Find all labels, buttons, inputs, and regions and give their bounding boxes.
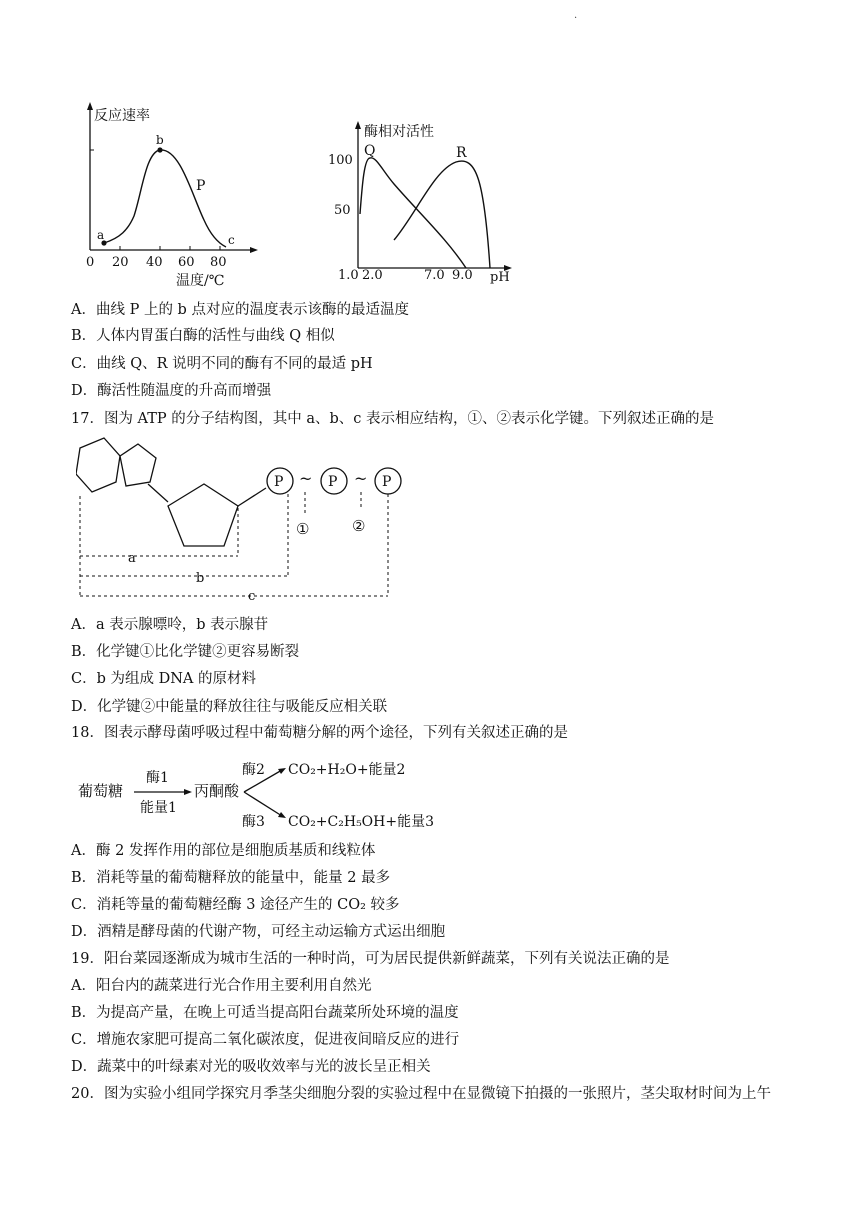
yeast-respiration-diagram (74, 756, 454, 834)
ph-activity-chart (320, 118, 530, 290)
p-label-2: P (328, 474, 338, 490)
product-3-label: CO₂+C₂H₅OH+能量3 (288, 814, 435, 830)
x-tick-40: 40 (146, 255, 163, 270)
x-tick-1: 1.0 (338, 268, 359, 283)
temperature-rate-chart (80, 100, 260, 290)
bracket-a-label: a (128, 551, 136, 566)
enzyme-2-label: 酶2 (242, 762, 265, 778)
q19-stem: 19．阳台菜园逐渐成为城市生活的一种时尚，可为居民提供新鲜蔬菜，下列有关说法正确的是 (71, 951, 670, 967)
energy-1-label: 能量1 (140, 800, 177, 816)
enzyme-1-label: 酶1 (146, 770, 169, 786)
q16-option-b: B．人体内胃蛋白酶的活性与曲线 Q 相似 (71, 328, 335, 344)
q16-option-a: A．曲线 P 上的 b 点对应的温度表示该酶的最适温度 (71, 302, 409, 318)
ribose-ring (168, 484, 238, 546)
q17-option-d: D．化学键②中能量的释放往往与吸能反应相关联 (71, 699, 388, 715)
q17-option-c: C．b 为组成 DNA 的原材料 (71, 671, 256, 687)
bracket-c-label: c (248, 589, 256, 604)
q17-option-a: A．a 表示腺嘌呤，b 表示腺苷 (71, 617, 269, 633)
bracket-b-label: b (196, 571, 205, 586)
label-r: R (456, 145, 467, 161)
y-axis-label: 反应速率 (94, 108, 150, 124)
curve-r (394, 161, 490, 268)
x-axis-unit: pH (490, 270, 510, 285)
y-tick-50: 50 (334, 203, 351, 218)
adenine-ring-six (76, 438, 120, 492)
x-tick-2: 2.0 (362, 268, 383, 283)
x-tick-80: 80 (210, 255, 227, 270)
label-c: c (228, 233, 235, 247)
x-axis-label: 温度/℃ (176, 273, 225, 289)
q19-option-a: A．阳台内的蔬菜进行光合作用主要利用自然光 (71, 978, 372, 994)
enzyme-3-label: 酶3 (242, 814, 265, 830)
pyruvate-label: 丙酮酸 (194, 782, 240, 800)
q16-option-d: D．酶活性随温度的升高而增强 (71, 383, 272, 399)
q19-option-d: D．蔬菜中的叶绿素对光的吸收效率与光的波长呈正相关 (71, 1059, 431, 1075)
label-a: a (97, 228, 105, 242)
q18-option-a: A．酶 2 发挥作用的部位是细胞质基质和线粒体 (71, 843, 376, 859)
q20-stem: 20．图为实验小组同学探究月季茎尖细胞分裂的实验过程中在显微镜下拍摄的一张照片，茎尖取材时间为上午 (71, 1086, 771, 1102)
x-tick-7: 7.0 (424, 268, 445, 283)
x-tick-60: 60 (178, 255, 195, 270)
x-tick-0: 0 (86, 255, 95, 270)
label-p: P (196, 178, 206, 194)
x-axis-arrow (250, 247, 258, 253)
bond-1-label: ① (296, 520, 310, 538)
q19-option-c: C．增施农家肥可提高二氧化碳浓度，促进夜间暗反应的进行 (71, 1032, 460, 1048)
bond-2-label: ② (352, 517, 366, 535)
q16-option-c: C．曲线 Q、R 说明不同的酶有不同的最适 pH (71, 356, 373, 372)
q18-option-c: C．消耗等量的葡萄糖经酶 3 途径产生的 CO₂ 较多 (71, 897, 400, 913)
y-tick-100: 100 (328, 153, 353, 168)
y-axis-arrow (87, 102, 93, 110)
p-label-3: P (382, 474, 392, 490)
adenine-ring-five (120, 444, 156, 486)
point-b (157, 147, 162, 152)
p-label-1: P (274, 474, 284, 490)
q17-stem: 17．图为 ATP 的分子结构图，其中 a、b、c 表示相应结构，①、②表示化学键。下列叙述正确的是 (71, 411, 715, 427)
atp-structure-diagram (76, 436, 416, 604)
arrow-3 (244, 792, 282, 816)
x-tick-20: 20 (112, 255, 129, 270)
product-2-label: CO₂+H₂O+能量2 (288, 762, 406, 778)
q18-option-d: D．酒精是酵母菌的代谢产物，可经主动运输方式运出细胞 (71, 924, 446, 940)
y-axis-label: 酶相对活性 (364, 124, 434, 140)
x-tick-9: 9.0 (452, 268, 473, 283)
q18-stem: 18．图表示酵母菌呼吸过程中葡萄糖分解的两个途径，下列有关叙述正确的是 (71, 725, 568, 741)
q18-option-b: B．消耗等量的葡萄糖释放的能量中，能量 2 最多 (71, 870, 391, 886)
high-energy-bond-2: ~ (354, 469, 368, 488)
glucose-label: 葡萄糖 (78, 782, 124, 800)
label-b: b (156, 133, 164, 147)
label-q: Q (364, 143, 376, 159)
q19-option-b: B．为提高产量，在晚上可适当提高阳台蔬菜所处环境的温度 (71, 1005, 459, 1021)
header-mark: . (574, 10, 578, 21)
curve-p (104, 150, 226, 247)
q17-option-b: B．化学键①比化学键②更容易断裂 (71, 644, 300, 660)
high-energy-bond-1: ~ (299, 469, 313, 488)
